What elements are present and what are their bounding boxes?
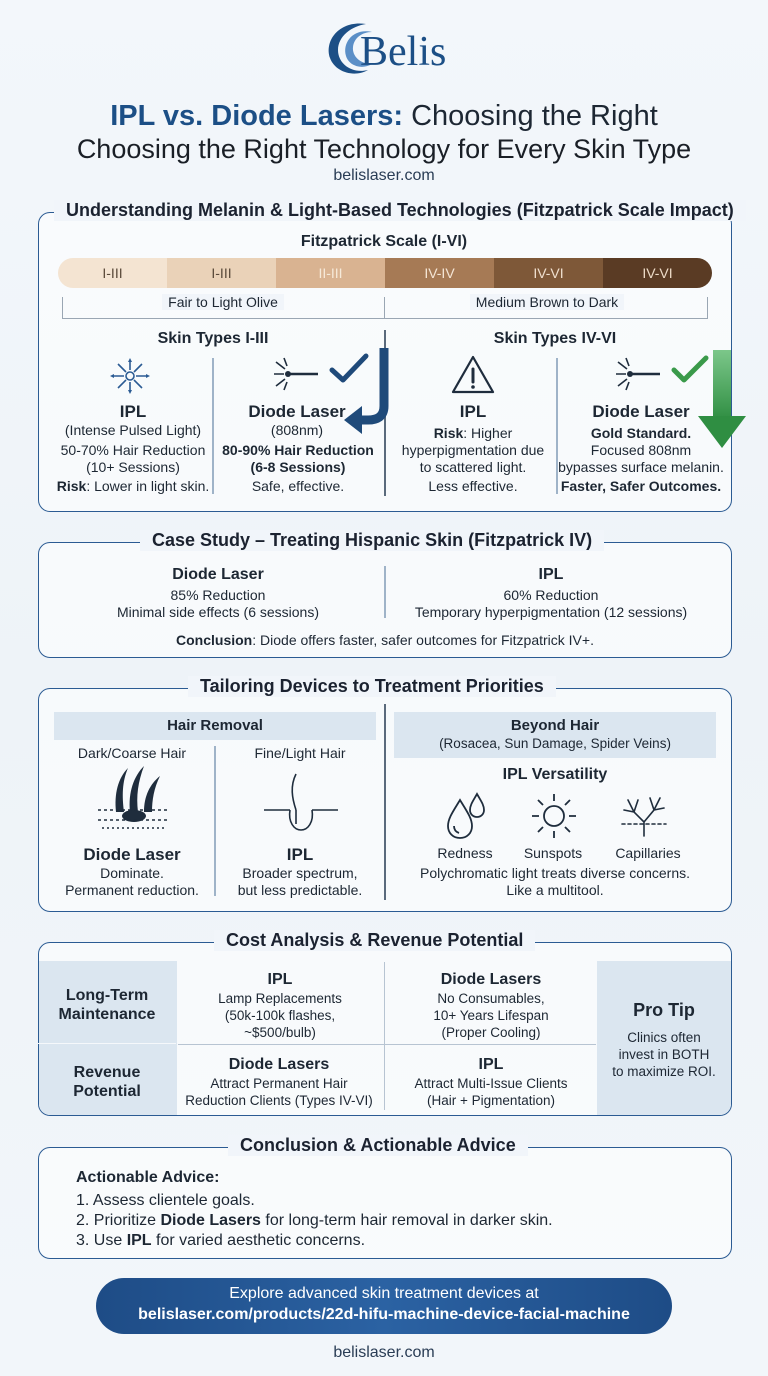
cost-ipl-revenue: IPL Attract Multi-Issue Clients (Hair + Pigmentation) [414,1056,568,1108]
scale-segment: I-III [167,258,276,288]
beyond-line2: Like a multitool. [506,882,604,898]
revenue-label: Revenue Potential [73,1064,141,1100]
redness-label: Redness [437,845,493,861]
range-right-label: Medium Brown to Dark [386,294,708,310]
page-title [0,100,768,133]
dark-diode-line2: bypasses surface melanin. [558,459,724,475]
light-ipl-sub: (Intense Pulsed Light) [64,422,202,438]
advice-subheading: Actionable Advice: [76,1169,220,1186]
dark-skin-heading: Skin Types IV-VI [493,330,617,347]
scale-segment: IV-IV [385,258,494,288]
range-left-label: Fair to Light Olive [62,294,384,310]
case-diode-line1: 85% Reduction [170,587,266,603]
scale-segment: I-III [58,258,167,288]
case-ipl-name: IPL [538,566,564,583]
pro-tip: Pro Tip Clinics often invest in BOTH to maximize ROI. [612,1000,716,1079]
scatter-light-icon [106,356,154,396]
light-diode-name: Diode Laser [248,402,346,421]
priorities-heading: Tailoring Devices to Treatment Priorities [188,676,556,697]
dark-ipl-note: Less effective. [428,478,518,494]
fine-hair-line1: Broader spectrum, [242,865,358,881]
focused-beam-icon [614,356,664,392]
light-diode-sessions: (6-8 Sessions) [250,459,346,475]
coarse-hair-label: Dark/Coarse Hair [77,745,187,761]
cost-diode-revenue: Diode Lasers Attract Permanent Hair Reduction Clients (Types IV-VI) [185,1056,373,1108]
title-highlight: IPL vs. Diode Lasers: [110,100,404,132]
dark-diode-standard: Gold Standard. [590,425,692,441]
sun-icon [530,792,578,840]
beyond-line1: Polychromatic light treats diverse concerns. [420,865,690,881]
scale-segment: IV-VI [494,258,603,288]
focused-beam-icon [272,356,322,392]
hair-removal-band: Hair Removal [54,712,376,740]
beyond-hair-title: Beyond Hair [510,717,600,734]
advice-item-1: 1. Assess clientele goals. [76,1192,255,1209]
logo-wordmark: Belis [360,29,447,75]
capillaries-icon [620,792,668,838]
case-study-heading: Case Study – Treating Hispanic Skin (Fitzpatrick IV) [140,530,604,551]
case-ipl-line2: Temporary hyperpigmentation (12 sessions) [414,604,688,620]
dark-ipl-line2: hyperpigmentation due [401,442,545,458]
advice-item-3: 3. Use IPL for varied aesthetic concerns. [76,1232,366,1249]
title-rest: Choosing the Right [403,100,658,132]
conclusion-heading: Conclusion & Actionable Advice [228,1135,528,1156]
coarse-hair-line1: Dominate. [100,865,164,881]
droplets-icon [444,792,490,840]
hair-divider [214,746,216,896]
priorities-divider [384,704,386,900]
cta-line1: Explore advanced skin treatment devices at [229,1285,539,1302]
scale-segment: IV-VI [603,258,712,288]
beyond-hair-band [394,712,716,758]
site-url: belislaser.com [333,167,435,184]
scale-title: Fitzpatrick Scale (I-VI) [300,233,468,250]
fine-hair-name: IPL [286,845,314,864]
beyond-hair-sub: (Rosacea, Sun Damage, Spider Veins) [439,736,671,751]
scale-segment: II-III [276,258,385,288]
light-ipl-sessions: (10+ Sessions) [86,459,180,475]
light-skin-heading: Skin Types I-III [157,330,269,347]
dark-ipl-name: IPL [459,402,487,421]
cta-banner[interactable] [96,1278,672,1334]
fine-hair-follicle-icon [262,770,340,834]
coarse-hair-line2: Permanent reduction. [65,882,199,898]
fine-hair-line2: but less predictable. [237,882,363,898]
cost-col-divider [384,962,385,1110]
cost-label-divider [38,1043,176,1044]
case-ipl-line1: 60% Reduction [503,587,599,603]
ipl-versatility: IPL Versatility [502,766,608,783]
light-diode-reduction: 80-90% Hair Reduction [222,442,374,458]
dark-diode-outcome: Faster, Safer Outcomes. [560,478,722,494]
footer-site: belislaser.com [333,1344,435,1361]
light-diode-sub: (808nm) [270,422,324,438]
scale-bracket-divider [384,297,385,319]
case-diode-name: Diode Laser [172,566,264,583]
fine-hair-label: Fine/Light Hair [254,745,346,761]
dark-diode-line1: Focused 808nm [590,442,692,458]
melanin-heading: Understanding Melanin & Light-Based Technologies (Fitzpatrick Scale Impact) [54,200,746,221]
dark-diode-name: Diode Laser [592,402,690,421]
fitzpatrick-scale-bar [58,258,712,288]
light-ipl-name: IPL [119,402,147,421]
coarse-hair-follicle-icon [94,764,174,836]
warning-icon [450,354,496,396]
brand-logo [0,18,768,80]
capillaries-label: Capillaries [615,845,681,861]
cost-row-divider [178,1044,596,1045]
cta-link[interactable]: belislaser.com/products/22d-hifu-machine-device-facial-machine [138,1306,630,1323]
page-subtitle: Choosing the Right Technology for Every Skin Type [76,134,692,164]
coarse-hair-name: Diode Laser [83,845,181,864]
cost-ipl-maintenance: IPL Lamp Replacements (50k-100k flashes, ~$500/bulb) [218,971,342,1040]
light-ipl-reduction: 50-70% Hair Reduction [60,442,206,458]
advice-item-2: 2. Prioritize Diode Lasers for long-term hair removal in darker skin. [76,1212,553,1229]
light-diode-note: Safe, effective. [251,478,345,494]
case-conclusion: Conclusion: Diode offers faster, safer outcomes for Fitzpatrick IV+. [176,632,594,648]
dark-ipl-line3: to scattered light. [419,459,527,475]
maintenance-label: Long-Term Maintenance [58,987,156,1023]
case-diode-line2: Minimal side effects (6 sessions) [116,604,320,620]
dark-ipl-risk: Risk: Higher [433,425,513,441]
cost-diode-maintenance: Diode Lasers No Consumables, 10+ Years Lifespan (Proper Cooling) [433,971,549,1040]
sunspots-label: Sunspots [523,845,583,861]
cost-heading: Cost Analysis & Revenue Potential [214,930,535,951]
light-ipl-risk: Risk: Lower in light skin. [56,478,210,494]
